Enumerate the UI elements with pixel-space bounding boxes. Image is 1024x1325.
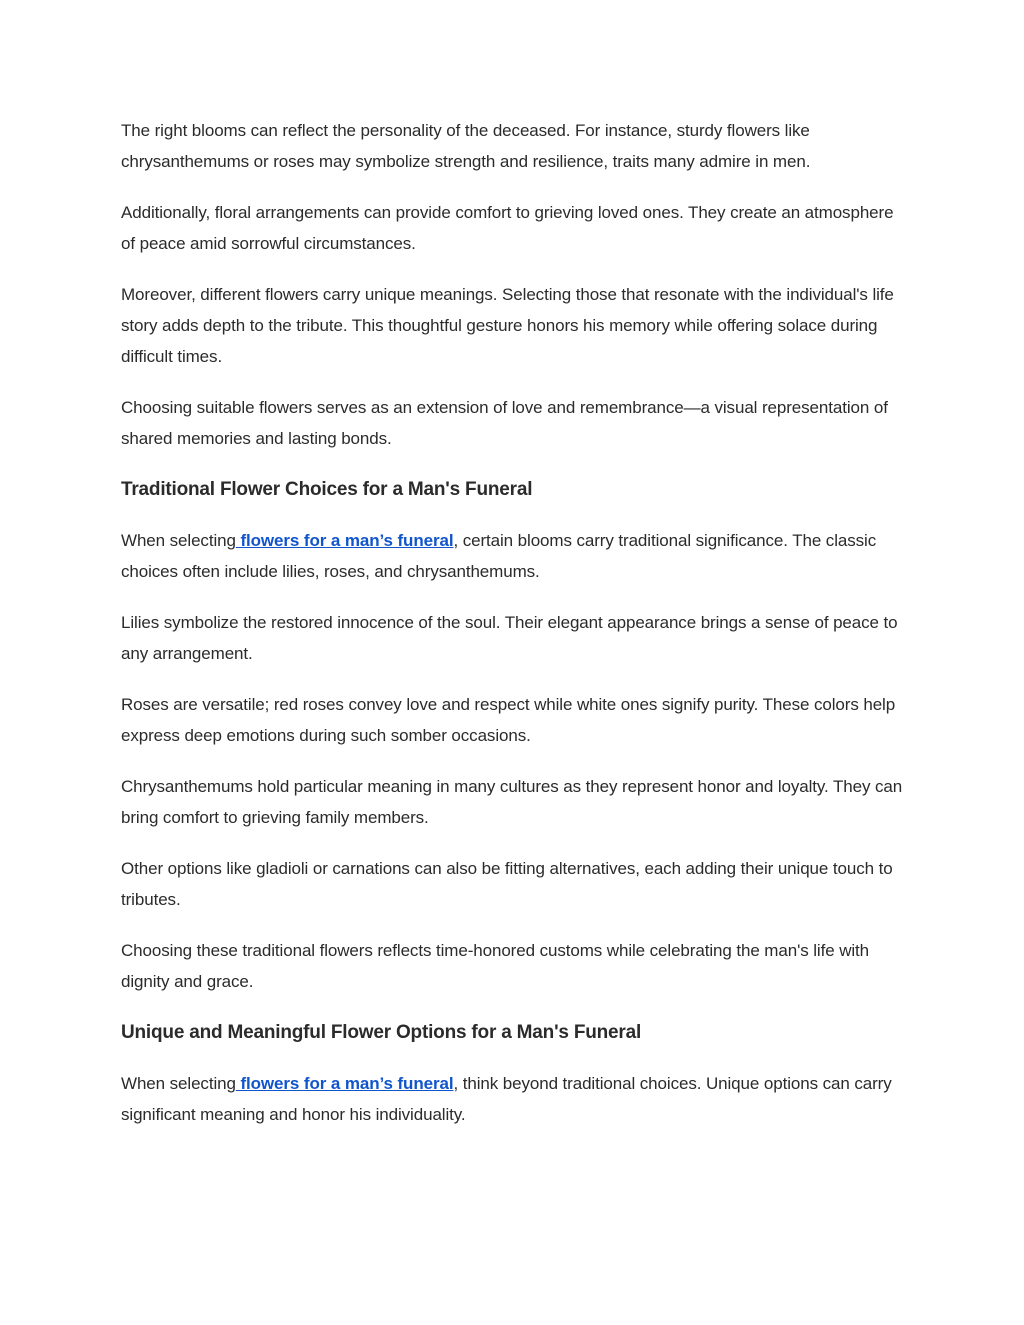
section-heading-traditional: Traditional Flower Choices for a Man's Funeral	[121, 479, 533, 500]
article-body	[121, 115, 906, 1150]
paragraph: Additionally, floral arrangements can provide comfort to grieving loved ones. They create an atmosphere of peace amid sorrowful circumstances.	[121, 203, 894, 253]
intro-text-after: , think beyond traditional choices. Unique options can carry significant meaning and honor his individuality.	[121, 1074, 892, 1124]
paragraph-intro-unique	[121, 1068, 906, 1130]
flowers-funeral-link[interactable]: flowers for a man’s funeral	[235, 531, 454, 550]
intro-text-before: When selecting	[121, 531, 236, 550]
paragraph: The right blooms can reflect the personality of the deceased. For instance, sturdy flowers like chrysanthemums or roses may symbolize strength and resilience, traits many admire in men.	[121, 121, 811, 171]
paragraph: Choosing suitable flowers serves as an extension of love and remembrance—a visual representation of shared memories and lasting bonds.	[121, 398, 888, 448]
paragraph: Roses are versatile; red roses convey love and respect while white ones signify purity. These colors help express deep emotions during such somber occasions.	[121, 695, 896, 745]
paragraph: Moreover, different flowers carry unique meanings. Selecting those that resonate with the individual's life story adds depth to the tribute. This thoughtful gesture honors his memory while offering solace during difficult times.	[121, 285, 894, 366]
section-heading-unique: Unique and Meaningful Flower Options for a Man's Funeral	[121, 1022, 642, 1043]
paragraph: Lilies symbolize the restored innocence of the soul. Their elegant appearance brings a sense of peace to any arrangement.	[121, 613, 898, 663]
paragraph: Other options like gladioli or carnations can also be fitting alternatives, each adding their unique touch to tributes.	[121, 859, 893, 909]
paragraph: Chrysanthemums hold particular meaning in many cultures as they represent honor and loyalty. They can bring comfort to grieving family members.	[121, 777, 903, 827]
intro-text-after: , certain blooms carry traditional significance. The classic choices often include lilies, roses, and chrysanthemums.	[121, 531, 877, 581]
paragraph: Choosing these traditional flowers reflects time-honored customs while celebrating the man's life with dignity and grace.	[121, 941, 870, 991]
intro-text-before: When selecting	[121, 1074, 236, 1093]
flowers-funeral-link[interactable]: flowers for a man’s funeral	[235, 1074, 454, 1093]
paragraph-intro-traditional	[121, 525, 906, 587]
